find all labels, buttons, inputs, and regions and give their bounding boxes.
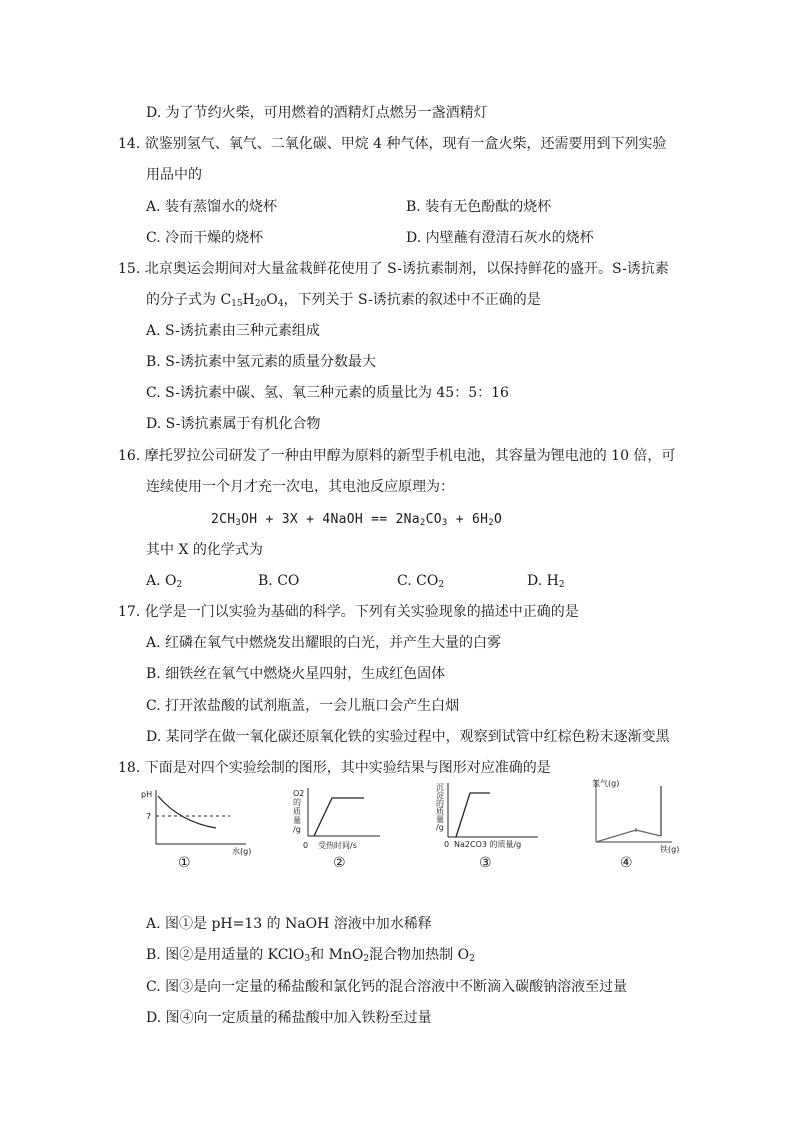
q18-option-a: A. 图①是 pH=13 的 NaOH 溶液中加水稀释 [146,916,432,932]
q17-stem-line1 [118,602,579,622]
q18-option-b-suffix: 混合物加热制 O [369,947,470,963]
chart-4-x-label: 铁(g) [660,845,680,854]
q14-option-a: A. 装有蒸馏水的烧杯 [146,199,278,215]
q15-number: 15. [118,261,141,277]
chart-3-y-label-5: /g [436,823,444,832]
q18-option-d: D. 图④向一定质量的稀盐酸中加入铁粉至过量 [146,1010,432,1026]
q14-option-c: C. 冷而干燥的烧杯 [146,230,264,246]
chart-1-curve [158,796,216,828]
q15-stem-prefix: 的分子式为 C [146,292,232,308]
q15-stem-suffix: ，下列关于 S-诱抗素的叙述中不正确的是 [283,292,541,308]
q16-ask: 其中 X 的化学式为 [146,542,263,558]
q18-option-b-sub3: 2 [469,954,475,964]
chart-3-y-label-1: 淀 [436,791,444,800]
q16-equation [211,510,502,530]
q18-option-b-prefix: B. 图②是用适量的 KClO [146,947,305,963]
chart-3-y-label-3: 质 [436,807,444,816]
q18-option-b [146,945,475,965]
chart-1-label: ① [178,855,191,871]
q15-stem-line2 [146,290,541,310]
q15-formula-o-label: O [266,292,278,308]
q14-stem-line1 [118,134,667,154]
q18-option-c: C. 图③是向一定量的稀盐酸和氯化钙的混合溶液中不断滴入碳酸钠溶液至过量 [146,979,628,995]
chart-2-y-label-2: 质 [293,807,301,816]
q14-option-d: D. 内壁蘸有澄清石灰水的烧杯 [406,230,594,246]
chart-2 [288,786,388,854]
eq-part2: OH + 3X + 4NaOH == 2Na [241,512,420,527]
chart-4-label: ④ [620,855,633,871]
q15-option-c: C. S-诱抗素中碳、氢、氧三种元素的质量比为 45：5：16 [146,385,509,401]
chart-1-tick-7: 7 [146,812,152,821]
q16-option-d [527,571,565,591]
q16-number: 16. [118,448,141,464]
q15-formula-c: 15 [231,299,243,309]
q17-option-b: B. 细铁丝在氧气中燃烧火星四射，生成红色固体 [146,666,446,682]
chart-1-y-label: pH [141,790,153,799]
q14-number: 14. [118,136,141,152]
q18-option-b-sub1: 3 [304,954,311,964]
q15-formula-h: 20 [254,299,267,309]
q14-stem-line2: 用品中的 [146,167,202,183]
chart-3 [432,781,548,853]
q15-option-d: D. S-诱抗素属于有机化合物 [146,416,321,432]
q17-option-a: A. 红磷在氧气中燃烧发出耀眼的白光，并产生大量的白雾 [146,635,502,651]
q16-option-d-text: D. H [527,573,559,589]
chart-4 [584,772,686,854]
q14-stem-text: 欲鉴别氢气、氧气、二氧化碳、甲烷 4 种气体，现有一盒火柴，还需要用到下列实验 [144,136,667,152]
q15-formula-o: 4 [277,299,284,309]
q18-number: 18. [118,760,141,776]
q16-option-c-text: C. CO [397,573,439,589]
eq-sub2: 2 [419,518,426,528]
q18-option-b-sub2: 2 [363,954,370,964]
q15-option-b: B. S-诱抗素中氢元素的质量分数最大 [146,354,377,370]
chart-3-y-label-2: 的 [436,799,444,808]
q16-option-d-sub: 2 [558,580,565,590]
chart-2-y-label-4: /g [293,825,301,834]
chart-4-curve-mid [636,830,661,836]
eq-part1: 2CH [211,512,236,527]
q18-stem-text: 下面是对四个实验绘制的图形，其中实验结果与图形对应准确的是 [144,760,551,776]
q16-stem-line2: 连续使用一个月才充一次电，其电池反应原理为： [146,479,454,495]
eq-part4: + 6H [447,512,489,527]
chart-1 [140,786,260,856]
q18-stem-line1 [118,758,551,778]
q18-option-b-mid: 和 MnO [310,947,364,963]
q13-option-d: D. 为了节约火柴，可用燃着的酒精灯点燃另一盏酒精灯 [146,105,488,121]
chart-2-x-label: 受热时间/s [318,841,357,850]
chart-3-label: ③ [479,855,492,871]
chart-2-origin: 0 [303,841,309,850]
eq-part5: O [493,512,503,527]
q16-stem-text: 摩托罗拉公司研发了一种由甲醇为原料的新型手机电池，其容量为锂电池的 10 倍，可 [144,448,676,464]
q15-formula-h-label: H [242,292,255,308]
chart-1-x-label: 水(g) [232,847,252,856]
chart-3-origin: 0 [444,840,450,849]
q17-stem-text: 化学是一门以实验为基础的科学。下列有关实验现象的描述中正确的是 [144,604,579,620]
chart-3-y-label-4: 量 [436,815,444,824]
eq-sub1: 3 [235,518,242,528]
chart-2-y-label-3: 量 [293,816,301,825]
q17-option-d: D. 某同学在做一氧化碳还原氧化铁的实验过程中，观察到试管中红棕色粉末逐渐变黑 [146,729,670,745]
q16-option-b: B. CO [258,573,300,589]
q16-option-a-sub: 2 [176,580,183,590]
chart-3-curve [456,793,490,837]
chart-4-y-label: 氢气(g) [592,779,620,788]
q15-option-a: A. S-诱抗素由三种元素组成 [146,323,320,339]
q15-stem-text: 北京奥运会期间对大量盆栽鲜花使用了 S-诱抗素制剂，以保持鲜花的盛开。S-诱抗素 [144,261,669,277]
chart-2-y-label-1: 的 [293,798,301,807]
chart-2-label: ② [333,855,346,871]
eq-sub3: 3 [441,518,448,528]
q17-number: 17. [118,604,141,620]
chart-2-y-label-0: O2 [293,789,305,798]
q16-option-a-text: A. O [146,573,177,589]
q16-option-c-sub: 2 [438,580,445,590]
eq-part3: CO [425,512,442,527]
eq-sub4: 2 [488,518,494,528]
chart-3-x-label: Na2CO3 的质量/g [454,840,522,849]
q17-option-c: C. 打开浓盐酸的试剂瓶盖，一会儿瓶口会产生白烟 [146,698,460,714]
chart-2-curve [314,798,364,836]
q16-stem-line1 [118,446,675,466]
q16-option-c [397,571,444,591]
q14-option-b: B. 装有无色酚酞的烧杯 [406,199,552,215]
q15-stem-line1 [118,259,669,279]
chart-4-curve-slope [596,828,636,842]
q16-option-a [146,571,182,591]
chart-3-y-label-0: 沉 [436,783,444,792]
